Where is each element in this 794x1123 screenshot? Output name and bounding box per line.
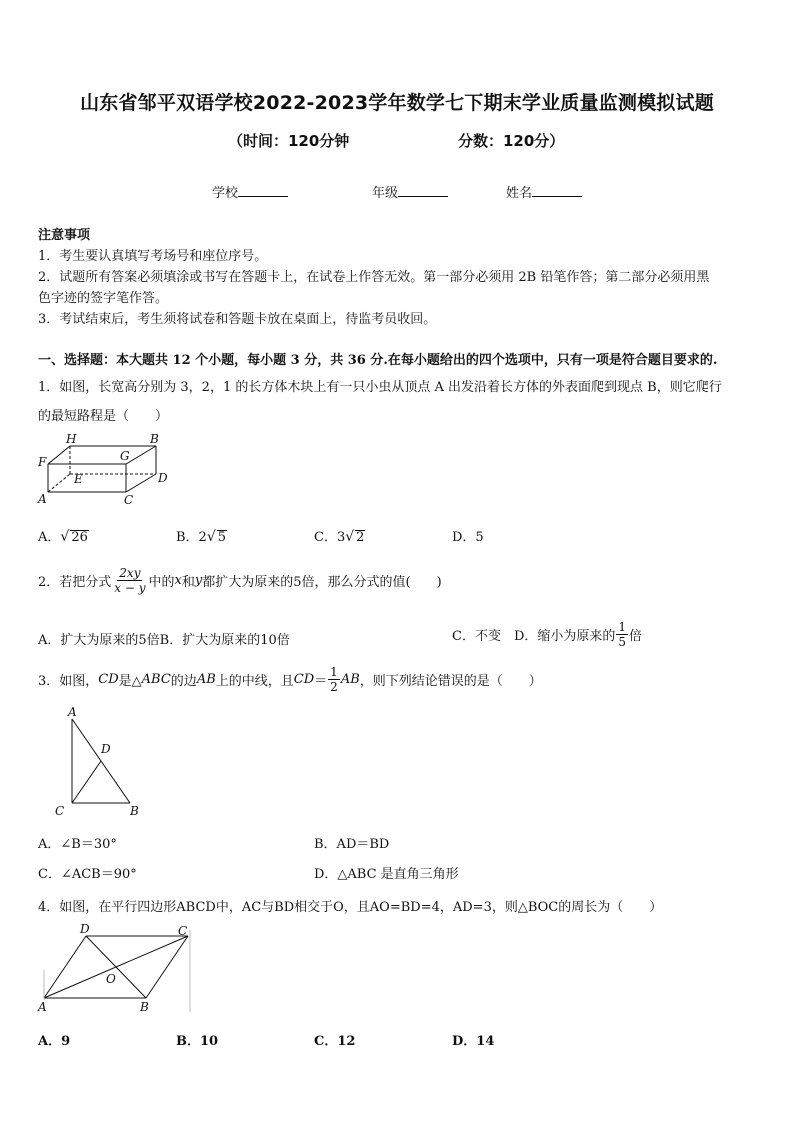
notice-item-1: 1．考生要认真填写考场号和座位序号。 [38, 249, 268, 264]
label-G: G [120, 449, 130, 463]
name-field[interactable] [506, 182, 582, 201]
label-O: O [106, 972, 116, 986]
q2-option-cd[interactable]: C．不变 D．缩小为原来的 $\frac{1}{5}$ 倍 [452, 620, 643, 649]
page-title: 山东省邹平双语学校2022-2023学年数学七下期末学业质量监测模拟试题 [80, 92, 714, 114]
notice-item-3: 3．考试结束后，考生须将试卷和答题卡放在桌面上，待监考员收回。 [38, 312, 437, 327]
label-F: F [38, 455, 47, 469]
label-D: D [80, 922, 90, 936]
triangle-figure [50, 703, 150, 823]
q3-text: 3．如图， CD 是△ ABC 的边 AB 上的中线，且 CD ＝ $\frac{1}{2}$ AB ，则下列结论错误的是（ ） [38, 665, 542, 694]
grade-field[interactable] [372, 182, 448, 201]
q4-text: 4．如图，在平行四边形ABCD中，AC与BD相交于O，且AO=BD=4，AD=3，则△BOC的周长为（ ） [38, 900, 663, 915]
q4-option-c[interactable]: C．12 [314, 1034, 356, 1049]
label-B: B [130, 804, 139, 818]
q1-option-d[interactable]: D．5 [452, 530, 484, 545]
grade-blank[interactable] [398, 184, 448, 197]
notice-item-2: 2．试题所有答案必须填涂或书写在答题卡上，在试卷上作答无效。第一部分必须用 2B 铅笔作答；第二部分必须用黑 [38, 270, 710, 285]
name-blank[interactable] [532, 184, 582, 197]
label-C: C [55, 804, 65, 818]
section-heading: 一、选择题：本大题共 12 个小题，每小题 3 分，共 36 分.在每小题给出的四个选项中，只有一项是符合题目要求的. [38, 353, 718, 368]
q1-text-cont: 的最短路程是（ ） [38, 409, 169, 424]
label-A: A [38, 1000, 47, 1014]
q1-option-b[interactable]: B．2√ 5 [176, 529, 227, 545]
q4-option-d[interactable]: D．14 [452, 1034, 495, 1049]
label-D: D [101, 742, 111, 756]
q2-text: 2．若把分式 $\frac{2xy}{x - y}$ 中的 x 和 y 都扩大为原来的5倍，那么分式的值( ) [38, 566, 442, 595]
q4-option-a[interactable]: A．9 [38, 1034, 71, 1049]
label-A: A [68, 705, 77, 719]
q1-option-a[interactable]: A．√ 26 [38, 529, 88, 545]
q2-option-ab[interactable]: A．扩大为原来的5倍B．扩大为原来的10倍 [38, 633, 290, 648]
q3-option-d[interactable]: D．△ABC 是直角三角形 [314, 867, 459, 882]
q3-option-c[interactable]: C．∠ACB＝90° [38, 867, 137, 882]
exam-time: （时间：120分钟 [228, 132, 350, 150]
q3-option-b[interactable]: B．AD＝BD [314, 837, 390, 852]
parallelogram-figure [34, 920, 194, 1016]
q3-option-a[interactable]: A．∠B＝30° [38, 837, 117, 852]
school-field[interactable] [212, 182, 288, 201]
school-blank[interactable] [238, 184, 288, 197]
cuboid-figure [36, 430, 176, 510]
name-label: 姓名 [506, 186, 533, 201]
label-D: D [158, 471, 168, 485]
q4-option-b[interactable]: B．10 [176, 1034, 219, 1049]
notice-heading: 注意事项 [38, 228, 91, 243]
school-label: 学校 [212, 186, 239, 201]
exam-score: 分数：120分） [458, 132, 565, 150]
label-C: C [178, 924, 188, 938]
label-B: B [140, 1000, 149, 1014]
q1-option-c[interactable]: C．3√ 2 [314, 529, 365, 545]
label-C: C [124, 493, 134, 507]
label-E: E [74, 472, 83, 486]
notice-item-2-cont: 色字迹的签字笔作答。 [38, 291, 169, 306]
label-H: H [66, 432, 77, 446]
label-A: A [38, 492, 47, 506]
label-B: B [150, 432, 159, 446]
grade-label: 年级 [372, 186, 399, 201]
q1-text: 1．如图，长宽高分别为 3，2，1 的长方体木块上有一只小虫从顶点 A 出发沿着长方体的外表面爬到现点 B，则它爬行 [38, 380, 722, 395]
